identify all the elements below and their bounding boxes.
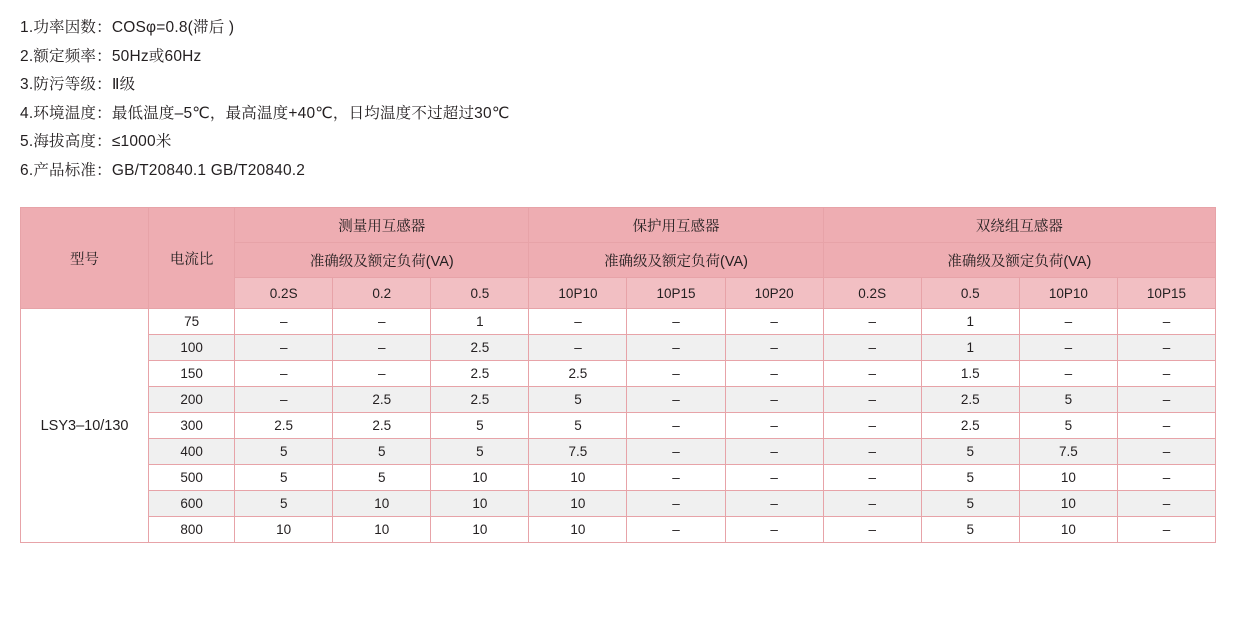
cell-ratio: 100 — [149, 335, 235, 361]
cell-value: – — [1117, 361, 1215, 387]
cell-value: – — [823, 335, 921, 361]
cell-value: 2.5 — [333, 387, 431, 413]
cell-value: – — [1019, 309, 1117, 335]
table-row — [21, 465, 1216, 491]
table-row — [21, 309, 1216, 335]
cell-value: – — [627, 465, 725, 491]
cell-value: – — [529, 309, 627, 335]
cell-value: 5 — [1019, 387, 1117, 413]
table-container — [20, 207, 1236, 543]
header-class-m-0: 0.2S — [235, 278, 333, 309]
cell-value: 1 — [921, 335, 1019, 361]
cell-value: 10 — [1019, 465, 1117, 491]
cell-value: 2.5 — [235, 413, 333, 439]
cell-value: 5 — [431, 439, 529, 465]
header-group-protection: 保护用互感器 — [529, 208, 823, 243]
cell-value: – — [1117, 491, 1215, 517]
specification-list — [20, 14, 1236, 185]
cell-value: – — [725, 465, 823, 491]
header-model: 型号 — [21, 208, 149, 309]
cell-value: – — [627, 439, 725, 465]
cell-ratio: 600 — [149, 491, 235, 517]
cell-ratio: 150 — [149, 361, 235, 387]
cell-value: 10 — [333, 517, 431, 543]
cell-value: 2.5 — [431, 387, 529, 413]
cell-value: – — [333, 335, 431, 361]
cell-value: – — [627, 413, 725, 439]
cell-value: – — [725, 335, 823, 361]
cell-value: – — [725, 387, 823, 413]
cell-value: 5 — [921, 517, 1019, 543]
cell-value: – — [823, 309, 921, 335]
header-ratio: 电流比 — [149, 208, 235, 309]
header-class-m-2: 0.5 — [431, 278, 529, 309]
cell-value: – — [1117, 387, 1215, 413]
cell-value: 10 — [431, 465, 529, 491]
cell-value: 5 — [235, 491, 333, 517]
spec-item-6: 6.产品标准：GB/T20840.1 GB/T20840.2 — [20, 161, 306, 179]
cell-value: 5 — [333, 465, 431, 491]
cell-value: 10 — [333, 491, 431, 517]
cell-value: 5 — [235, 465, 333, 491]
cell-value: – — [1019, 361, 1117, 387]
cell-value: 5 — [431, 413, 529, 439]
table-body — [21, 309, 1216, 543]
cell-value: – — [823, 439, 921, 465]
table-row — [21, 491, 1216, 517]
cell-value: 10 — [529, 517, 627, 543]
header-group-dual-winding: 双绕组互感器 — [823, 208, 1215, 243]
cell-value: – — [823, 465, 921, 491]
cell-ratio: 200 — [149, 387, 235, 413]
cell-value: 7.5 — [529, 439, 627, 465]
cell-value: 10 — [431, 491, 529, 517]
cell-value: 2.5 — [921, 413, 1019, 439]
spec-item-4: 4.环境温度：最低温度–5℃，最高温度+40℃，日均温度不过超过30℃ — [20, 104, 510, 122]
spec-item-3: 3.防污等级：Ⅱ级 — [20, 76, 136, 93]
cell-value: – — [823, 413, 921, 439]
spec-item-2: 2.额定频率：50Hz或60Hz — [20, 47, 202, 65]
header-row-group-titles — [21, 208, 1216, 243]
cell-model: LSY3–10/130 — [21, 309, 149, 543]
table-head — [21, 208, 1216, 309]
cell-value: 2.5 — [431, 335, 529, 361]
header-class-p-2: 10P20 — [725, 278, 823, 309]
cell-value: – — [235, 309, 333, 335]
header-sub-dual-winding: 准确级及额定负荷(VA) — [823, 243, 1215, 278]
cell-value: – — [823, 361, 921, 387]
transformer-spec-table — [20, 207, 1216, 543]
cell-value: – — [235, 387, 333, 413]
cell-value: 5 — [529, 413, 627, 439]
table-row — [21, 387, 1216, 413]
cell-value: – — [235, 361, 333, 387]
cell-value: – — [725, 309, 823, 335]
header-class-d-3: 10P15 — [1117, 278, 1215, 309]
cell-value: – — [627, 309, 725, 335]
cell-value: 2.5 — [529, 361, 627, 387]
cell-value: – — [627, 361, 725, 387]
cell-value: 1.5 — [921, 361, 1019, 387]
cell-value: 1 — [431, 309, 529, 335]
cell-value: – — [235, 335, 333, 361]
spec-item-1: 1.功率因数：COSφ=0.8(滞后 ) — [20, 19, 235, 36]
cell-value: 2.5 — [333, 413, 431, 439]
table-row — [21, 361, 1216, 387]
cell-value: 2.5 — [921, 387, 1019, 413]
cell-value: 5 — [333, 439, 431, 465]
cell-ratio: 800 — [149, 517, 235, 543]
header-class-p-0: 10P10 — [529, 278, 627, 309]
cell-value: – — [725, 517, 823, 543]
cell-value: – — [627, 387, 725, 413]
header-sub-protection: 准确级及额定负荷(VA) — [529, 243, 823, 278]
header-group-measurement: 测量用互感器 — [235, 208, 529, 243]
header-class-d-1: 0.5 — [921, 278, 1019, 309]
cell-ratio: 300 — [149, 413, 235, 439]
cell-value: 10 — [529, 465, 627, 491]
cell-value: – — [725, 439, 823, 465]
cell-value: 5 — [921, 465, 1019, 491]
cell-value: – — [1117, 517, 1215, 543]
table-row — [21, 517, 1216, 543]
cell-value: – — [333, 309, 431, 335]
header-class-m-1: 0.2 — [333, 278, 431, 309]
cell-value: 5 — [529, 387, 627, 413]
spec-item-5: 5.海拔高度：≤1000米 — [20, 133, 172, 150]
cell-value: 1 — [921, 309, 1019, 335]
cell-value: – — [627, 491, 725, 517]
cell-value: 10 — [431, 517, 529, 543]
cell-value: – — [627, 517, 725, 543]
cell-value: 2.5 — [431, 361, 529, 387]
cell-value: – — [1117, 439, 1215, 465]
header-class-d-2: 10P10 — [1019, 278, 1117, 309]
table-row — [21, 413, 1216, 439]
cell-value: 10 — [1019, 491, 1117, 517]
cell-value: – — [1019, 335, 1117, 361]
cell-value: – — [725, 491, 823, 517]
cell-value: 5 — [1019, 413, 1117, 439]
cell-value: 10 — [529, 491, 627, 517]
cell-value: 5 — [921, 439, 1019, 465]
header-class-d-0: 0.2S — [823, 278, 921, 309]
cell-value: – — [725, 361, 823, 387]
cell-value: – — [1117, 413, 1215, 439]
table-row — [21, 335, 1216, 361]
header-class-p-1: 10P15 — [627, 278, 725, 309]
cell-value: – — [725, 413, 823, 439]
cell-value: – — [1117, 309, 1215, 335]
cell-value: – — [823, 387, 921, 413]
header-sub-measurement: 准确级及额定负荷(VA) — [235, 243, 529, 278]
cell-ratio: 500 — [149, 465, 235, 491]
cell-value: 10 — [1019, 517, 1117, 543]
cell-value: – — [823, 491, 921, 517]
cell-value: – — [627, 335, 725, 361]
cell-value: – — [333, 361, 431, 387]
cell-ratio: 400 — [149, 439, 235, 465]
cell-ratio: 75 — [149, 309, 235, 335]
cell-value: 5 — [235, 439, 333, 465]
cell-value: – — [529, 335, 627, 361]
cell-value: – — [1117, 465, 1215, 491]
cell-value: 7.5 — [1019, 439, 1117, 465]
table-row — [21, 439, 1216, 465]
cell-value: 5 — [921, 491, 1019, 517]
cell-value: 10 — [235, 517, 333, 543]
cell-value: – — [823, 517, 921, 543]
cell-value: – — [1117, 335, 1215, 361]
